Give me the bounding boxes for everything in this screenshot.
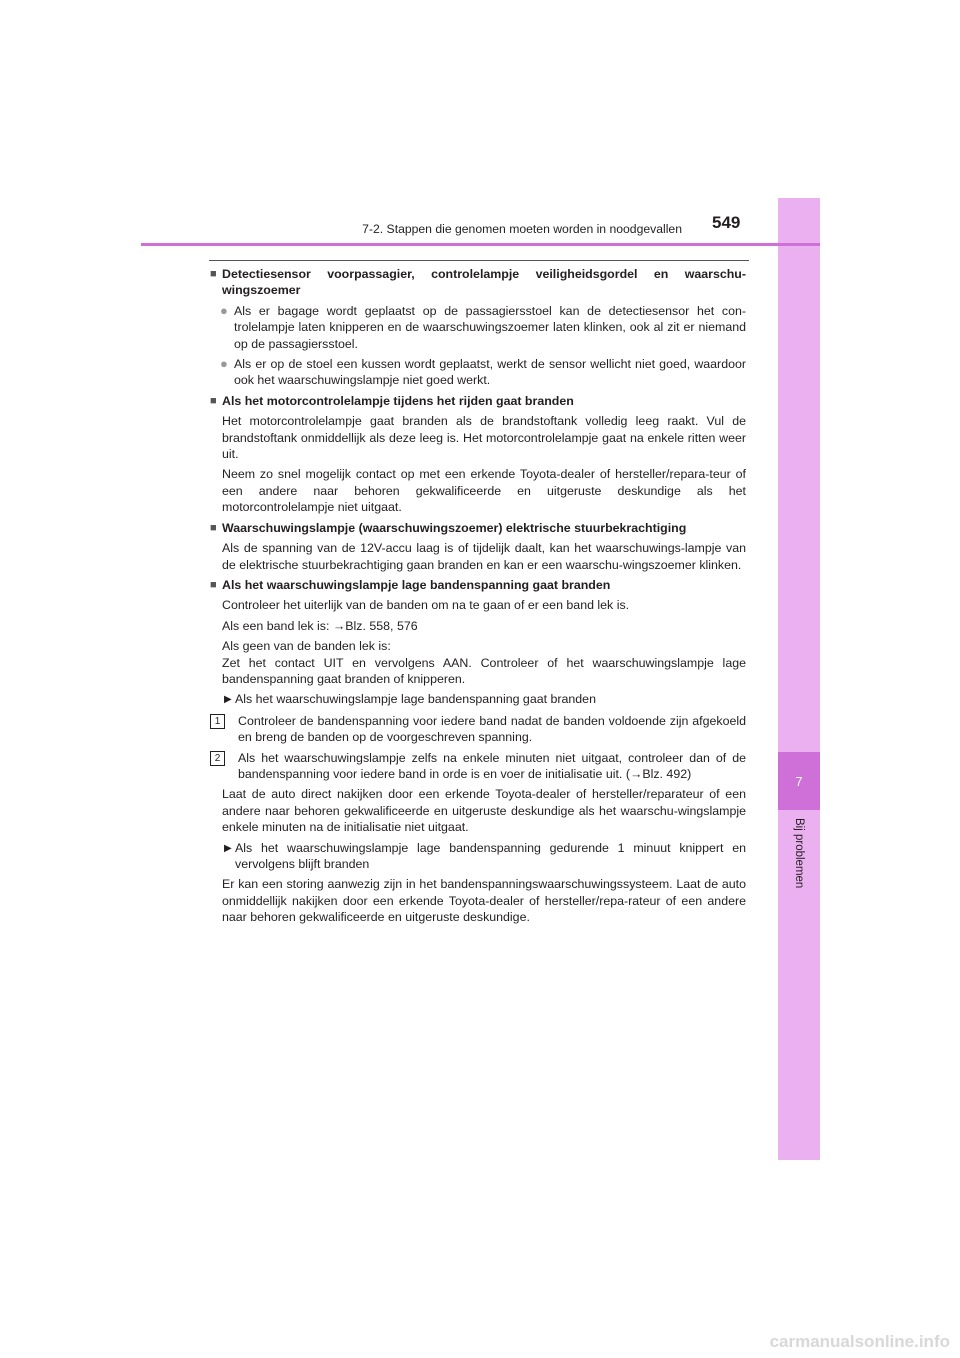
paragraph: Als geen van de banden lek is: Zet het contact UIT en vervolgens AAN. Controleer of het waarschuwingslampje lage bandenspanning gaat branden of knipperen. <box>222 639 746 686</box>
page-number: 549 <box>712 213 741 232</box>
square-bullet-icon: ■ <box>210 578 217 591</box>
section-heading: ■ Als het motorcontrolelampje tijdens het rijden gaat branden <box>210 393 574 408</box>
section-title: 7-2. Stappen die genomen moeten worden in noodgevallen <box>362 222 682 236</box>
condition-item: ▶ Als het waarschuwingslampje lage bandenspanning gedurende 1 minuut knippert en vervolgens blijft branden <box>224 840 746 871</box>
step-item: 2 Als het waarschuwingslampje zelfs na enkele minuten niet uitgaat, controleer dan of de bandenspanning voor iedere band in orde is en voer de initialisatie uit. (→Blz. 492) <box>210 750 746 783</box>
paragraph: Als de spanning van de 12V-accu laag is of tijdelijk daalt, kan het waarschuwings-lampje van de elektrische stuurbekrachtiging gaan branden en kan er een waarschu-wingszoemer klinken. <box>222 541 746 572</box>
list-item: ● Als er bagage wordt geplaatst op de passagiersstoel kan de detectiesensor het con-trolelampje laten knipperen en de waarschuwingszoemer laten klinken, ook al zit er niemand op de passagiersstoel. <box>220 302 746 351</box>
paragraph: Neem zo snel mogelijk contact op met een erkende Toyota-dealer of hersteller/repara-teur of een andere naar behoren gekwalificeerde en uitgeruste deskundige als het motorcontrolelampje niet uitgaat. <box>222 467 746 515</box>
condition-item: ▶ Als het waarschuwingslampje lage bandenspanning gaat branden <box>224 691 746 708</box>
page-content <box>210 266 746 930</box>
section-heading: ■ Detectiesensor voorpassagier, controlelampje veiligheidsgordel en waarschu-wingszoemer <box>210 267 746 298</box>
step-number-badge: 2 <box>210 751 225 766</box>
step-item: 1 Controleer de bandenspanning voor iedere band nadat de banden voldoende zijn afgekoeld en breng de banden op de voorgeschreven spanning. <box>210 713 746 746</box>
content-top-rule <box>209 260 749 261</box>
paragraph: Het motorcontrolelampje gaat branden als de brandstoftank volledig leeg raakt. Vul de brandstoftank onmiddellijk als deze leeg is. Het motorcontrolelampje gaat na enkele ritten weer uit. <box>222 414 746 462</box>
square-bullet-icon: ■ <box>210 268 217 280</box>
triangle-arrow-icon: ▶ <box>224 842 232 854</box>
list-item: ● Als er op de stoel een kussen wordt geplaatst, werkt de sensor wellicht niet goed, waardoor ook het waarschuwingslampje niet goed werkt. <box>220 356 746 388</box>
paragraph: Laat de auto direct nakijken door een erkende Toyota-dealer of hersteller/reparateur of een andere naar behoren gekwalificeerde en uitgeruste deskundige als het waarschu-wingslampje enkele minuten na de initialisatie niet uitgaat. <box>222 787 746 835</box>
square-bullet-icon: ■ <box>210 394 217 407</box>
section-heading: ■ Als het waarschuwingslampje lage bandenspanning gaat branden <box>210 577 611 592</box>
page-reference: Als een band lek is: →Blz. 558, 576 <box>222 618 418 633</box>
header-rule <box>141 243 820 246</box>
dot-bullet-icon: ● <box>220 356 228 372</box>
chapter-title: Bij problemen <box>793 818 805 889</box>
square-bullet-icon: ■ <box>210 521 217 534</box>
dot-bullet-icon: ● <box>220 302 228 318</box>
section-heading: ■ Waarschuwingslampje (waarschuwingszoemer) elektrische stuurbekrachtiging <box>210 520 687 535</box>
paragraph: Controleer het uiterlijk van de banden om na te gaan of er een band lek is. <box>222 598 630 613</box>
chapter-side-tab <box>778 198 820 1160</box>
step-number-badge: 1 <box>210 714 225 729</box>
paragraph: Er kan een storing aanwezig zijn in het bandenspanningswaarschuwingssysteem. Laat de auto onmiddellijk nakijken door een erkende Toyota-dealer of hersteller/repa-rateur of een andere naar behoren gekwalificeerde en uitgeruste deskundige. <box>222 877 746 925</box>
triangle-arrow-icon: ▶ <box>224 694 232 706</box>
watermark: carmanualsonline.info <box>769 1332 950 1351</box>
chapter-number: 7 <box>778 752 820 810</box>
